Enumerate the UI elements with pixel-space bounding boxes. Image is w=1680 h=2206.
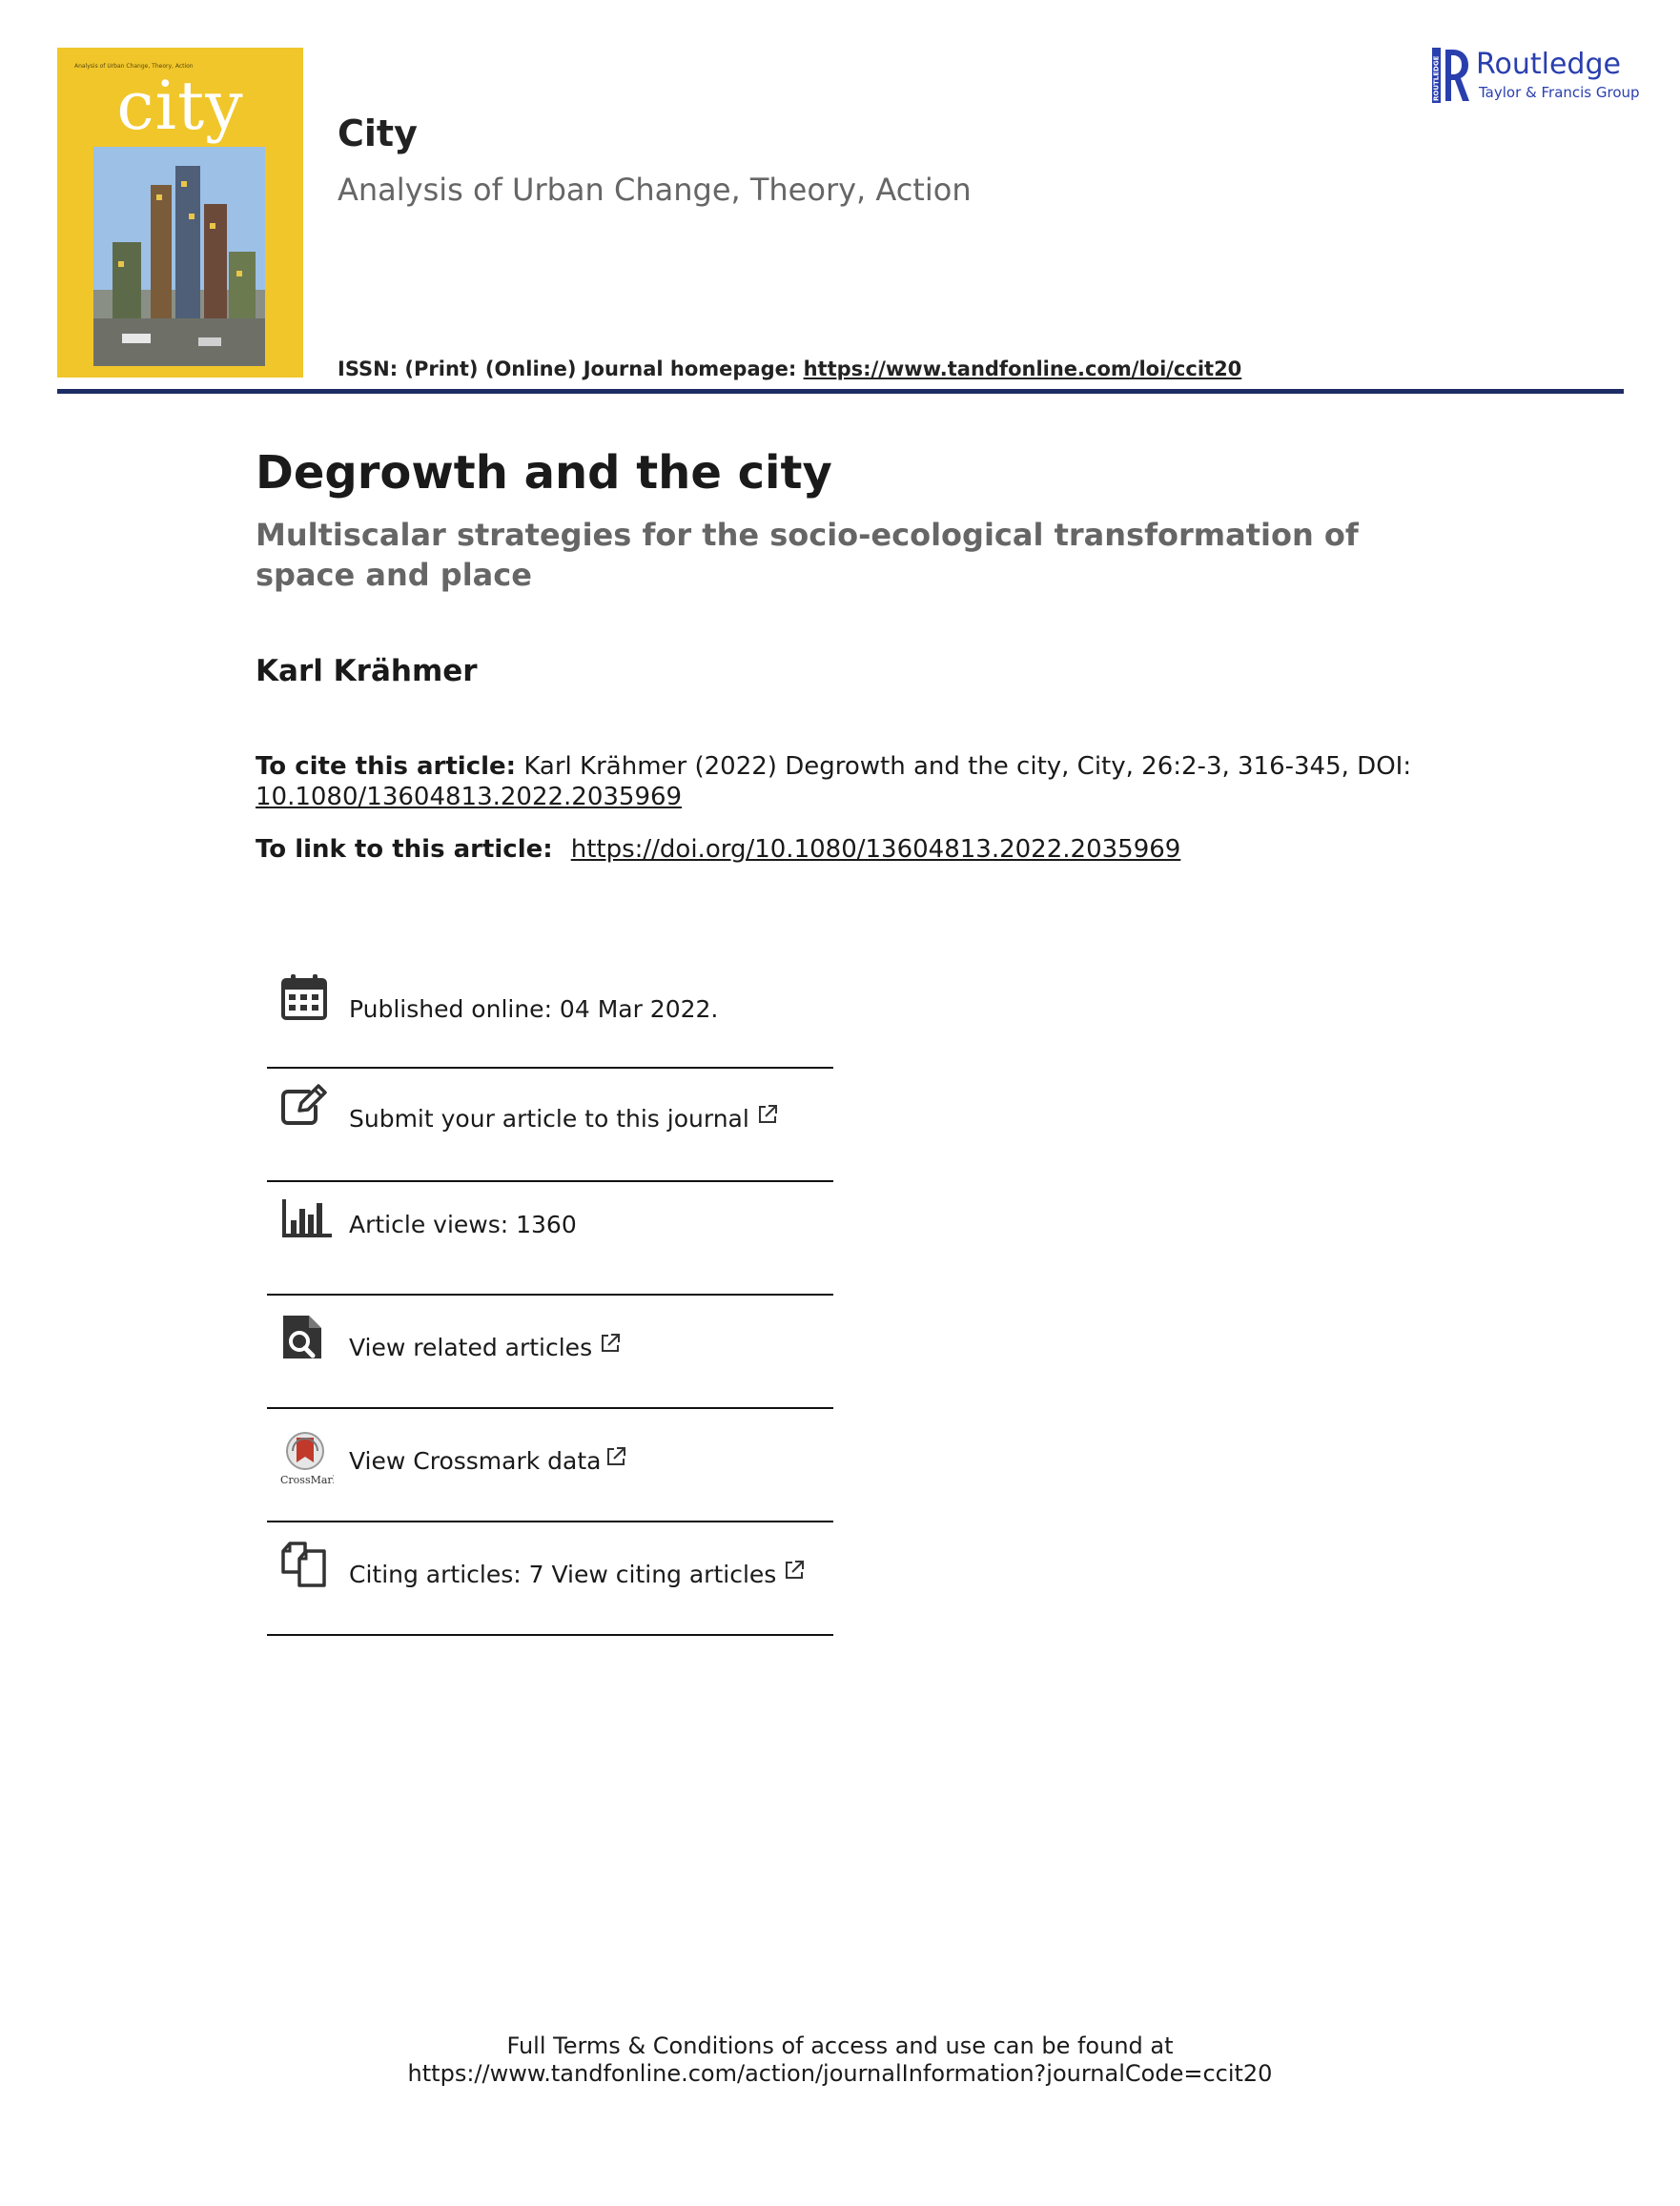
external-link-icon bbox=[784, 1559, 805, 1580]
search-document-icon bbox=[280, 1313, 328, 1362]
edit-icon bbox=[280, 1084, 328, 1134]
external-link-icon bbox=[605, 1445, 626, 1466]
crossmark-label: CrossMark bbox=[280, 1474, 334, 1486]
external-link-icon bbox=[757, 1103, 778, 1124]
journal-cover bbox=[57, 48, 303, 378]
info-row-crossmark[interactable] bbox=[267, 1409, 833, 1522]
cite-label: To cite this article: bbox=[256, 752, 517, 781]
submit-article-link[interactable] bbox=[349, 1103, 778, 1133]
citing-documents-icon bbox=[280, 1540, 328, 1589]
publisher-name: Routledge bbox=[1476, 48, 1621, 81]
citing-articles-link[interactable] bbox=[349, 1559, 805, 1588]
footer-line-1: Full Terms & Conditions of access and use can be found at bbox=[506, 2032, 1174, 2059]
info-row-citing[interactable] bbox=[267, 1522, 833, 1636]
journal-subtitle: Analysis of Urban Change, Theory, Action bbox=[338, 172, 972, 208]
article-subtitle: Multiscalar strategies for the socio-ecological transformation of space and place bbox=[256, 517, 1359, 593]
info-row-published bbox=[267, 955, 833, 1069]
journal-homepage-link[interactable]: https://www.tandfonline.com/loi/ccit20 bbox=[803, 357, 1242, 380]
published-online-text: Published online: 04 Mar 2022. bbox=[349, 995, 719, 1023]
article-doi-url-link[interactable]: https://doi.org/10.1080/13604813.2022.2035969 bbox=[570, 835, 1181, 864]
submit-article-label: Submit your article to this journal bbox=[349, 1105, 749, 1133]
cover-title: city bbox=[116, 67, 244, 145]
cover-tagline: Analysis of Urban Change, Theory, Action bbox=[74, 63, 194, 70]
journal-title: City bbox=[338, 112, 418, 154]
info-row-submit[interactable] bbox=[267, 1069, 833, 1182]
routledge-logo-icon bbox=[1432, 48, 1470, 105]
publisher-vertical-text: ROUTLEDGE bbox=[1432, 55, 1441, 101]
article-views-text: Article views: 1360 bbox=[349, 1211, 577, 1238]
citing-articles-label: Citing articles: 7 View citing articles bbox=[349, 1561, 777, 1588]
article-title: Degrowth and the city bbox=[256, 446, 832, 500]
header-divider bbox=[57, 389, 1624, 394]
calendar-icon bbox=[280, 972, 328, 1022]
bar-chart-icon bbox=[280, 1197, 328, 1247]
crossmark-label-text: View Crossmark data bbox=[349, 1447, 602, 1475]
external-link-icon bbox=[600, 1332, 621, 1353]
link-label: To link to this article: bbox=[256, 835, 562, 864]
crossmark-link[interactable] bbox=[349, 1445, 626, 1475]
publisher-group: Taylor & Francis Group bbox=[1479, 84, 1640, 101]
issn-line bbox=[338, 357, 1241, 380]
info-row-views bbox=[267, 1182, 833, 1296]
related-articles-label: View related articles bbox=[349, 1334, 593, 1361]
citation-block bbox=[256, 751, 1457, 812]
doi-link[interactable]: 10.1080/13604813.2022.2035969 bbox=[256, 783, 683, 811]
crossmark-icon bbox=[280, 1430, 334, 1487]
footer-terms bbox=[0, 2032, 1680, 2088]
related-articles-link[interactable] bbox=[349, 1332, 621, 1361]
cover-artwork bbox=[93, 147, 265, 366]
article-link-line bbox=[256, 835, 1180, 864]
issn-label: ISSN: (Print) (Online) Journal homepage: bbox=[338, 357, 804, 380]
cite-text: Karl Krähmer (2022) Degrowth and the city, City, 26:2-3, 316-345, DOI: bbox=[516, 752, 1412, 781]
info-row-related[interactable] bbox=[267, 1296, 833, 1409]
footer-terms-link[interactable]: https://www.tandfonline.com/action/journalInformation?journalCode=ccit20 bbox=[407, 2060, 1273, 2087]
article-author: Karl Krähmer bbox=[256, 654, 478, 688]
